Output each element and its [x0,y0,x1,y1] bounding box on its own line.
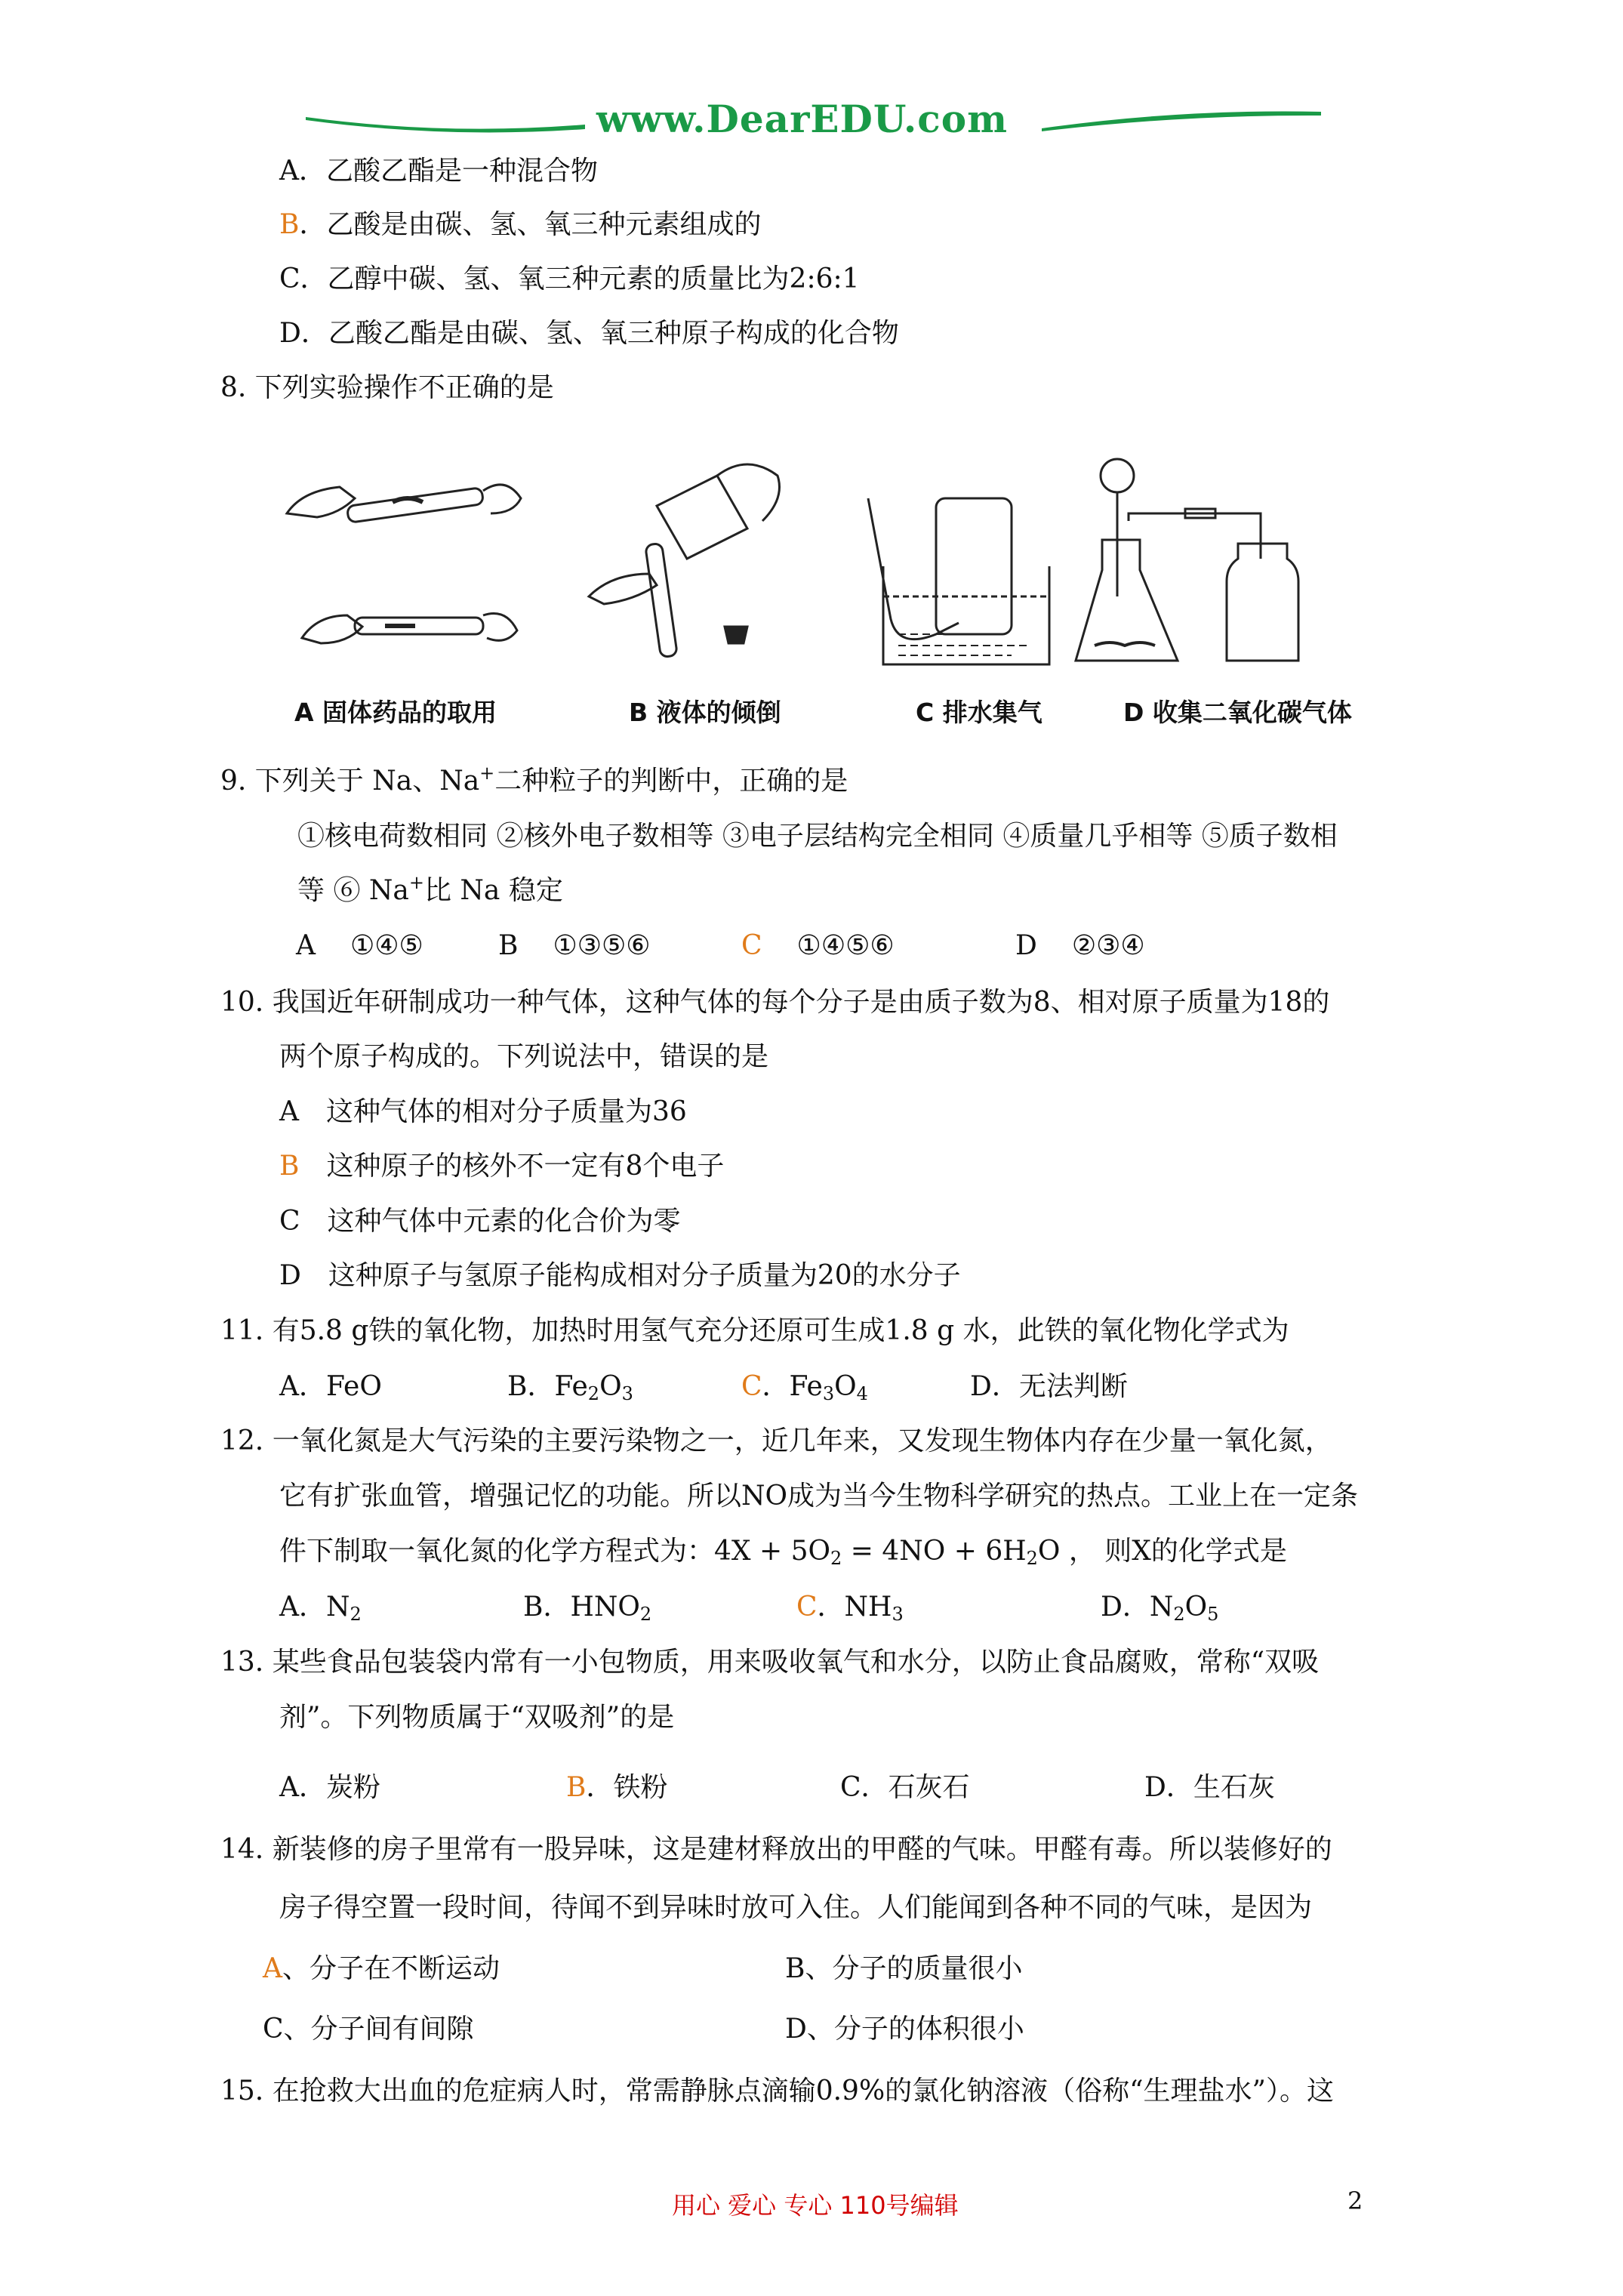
q10-option-c: C 这种气体中元素的化合价为零 [279,1206,681,1237]
caption-a: A 固体药品的取用 [294,698,497,727]
header-swoosh-right [1038,106,1325,136]
q11-option-b: B．$Fe_2O_3$ [507,1371,633,1404]
q7-option-d: D．乙酸乙酯是由碳、氢、氧三种原子构成的化合物 [279,318,899,349]
figure-co2-collection [1072,445,1321,672]
figure-water-collection [853,483,1079,672]
q14-option-c: C、分子间有间隙 [263,2014,474,2045]
q7-option-b: B．乙酸是由碳、氢、氧三种元素组成的 [279,209,762,240]
q7-option-c: C．乙醇中碳、氢、氧三种元素的质量比为2:6:1 [279,264,860,294]
q12-stem-2: 它有扩张血管，增强记忆的功能。所以NO成为当今生物科学研究的热点。工业上在一定条 [279,1481,1359,1512]
caption-c: C 排水集气 [916,698,1042,727]
q14-stem-2: 房子得空置一段时间，待闻不到异味时放可入住。人们能闻到各种不同的气味，是因为 [279,1892,1313,1923]
q10-stem-1: 10. 我国近年研制成功一种气体，这种气体的每个分子是由质子数为8、相对原子质量为18的 [220,987,1330,1018]
q14-option-d: D、分子的体积很小 [785,2014,1024,2045]
q13-option-d: D．生石灰 [1144,1772,1275,1803]
q7-option-a: A．乙酸乙酯是一种混合物 [279,156,599,186]
page-number: 2 [1347,2187,1363,2215]
q9-option-d: D ②③④ [1015,930,1145,961]
q13-stem-1: 13. 某些食品包装袋内常有一小包物质，用来吸收氧气和水分，以防止食品腐败，常称“双吸 [220,1647,1320,1678]
q10-option-b: B 这种原子的核外不一定有8个电子 [279,1151,725,1182]
q9-option-c: C ①④⑤⑥ [741,930,895,961]
q11-option-d: D．无法判断 [970,1371,1128,1402]
q13-option-b: B．铁粉 [566,1772,668,1803]
q9-option-a: A ①④⑤ [296,930,423,961]
q8-stem: 8. 下列实验操作不正确的是 [220,372,554,403]
q13-stem-2: 剂”。下列物质属于“双吸剂”的是 [279,1702,675,1733]
caption-d: D 收集二氧化碳气体 [1123,698,1352,727]
q12-option-b: B．$HNO_2$ [523,1592,652,1625]
q12-option-d: D．$N_2O_5$ [1101,1592,1219,1625]
figure-solid-reagent [272,445,528,672]
q9-statements-2: 等 ⑥ Na+比 Na 稳定 [297,872,563,906]
q14-option-b: B、分子的质量很小 [785,1953,1023,1984]
q12-stem-3: 件下制取一氧化氮的化学方程式为：$4X + 5O_2 = 4NO + 6H_2O$ ， 则X的化学式是 [279,1536,1287,1569]
footer-text: 用心 爱心 专心 110号编辑 [672,2191,959,2220]
q11-option-a: A．FeO [279,1371,382,1402]
q10-option-d: D 这种原子与氢原子能构成相对分子质量为20的水分子 [279,1260,961,1291]
header-site-name: www.DearEDU.com [596,97,1009,141]
q12-option-a: A．$N_2$ [279,1592,362,1625]
q15-stem-1: 15. 在抢救大出血的危症病人时，常需静脉点滴输0.9%的氯化钠溶液（俗称“生理盐水”）。这 [220,2076,1334,2106]
header-swoosh-left [302,106,589,136]
q9-option-b: B ①③⑤⑥ [498,930,651,961]
q12-option-c: C．$NH_3$ [796,1592,904,1625]
q11-option-c: C．$Fe_3O_4$ [741,1371,868,1404]
q12-stem-1: 12. 一氧化氮是大气污染的主要污染物之一，近几年来，又发现生物体内存在少量一氧化氮， [220,1425,1332,1456]
q13-option-a: A．炭粉 [279,1772,381,1803]
q9-stem: 9. 下列关于 Na、Na+二种粒子的判断中，正确的是 [220,763,848,797]
q14-option-a: A、分子在不断运动 [263,1953,500,1984]
q10-stem-2: 两个原子构成的。下列说法中，错误的是 [279,1041,769,1072]
caption-b: B 液体的倾倒 [629,698,781,727]
q10-option-a: A 这种气体的相对分子质量为36 [279,1096,687,1127]
q13-option-c: C．石灰石 [840,1772,970,1803]
q14-stem-1: 14. 新装修的房子里常有一股异味，这是建材释放出的甲醛的气味。甲醛有毒。所以装修好的 [220,1834,1332,1865]
q11-stem: 11. 有5.8 g铁的氧化物，加热时用氢气充分还原可生成1.8 g 水，此铁的氧化物化学式为 [220,1315,1289,1346]
figure-pouring-liquid [574,445,793,672]
q9-statements-1: ①核电荷数相同 ②核外电子数相等 ③电子层结构完全相同 ④质量几乎相等 ⑤质子数相 [297,821,1338,852]
